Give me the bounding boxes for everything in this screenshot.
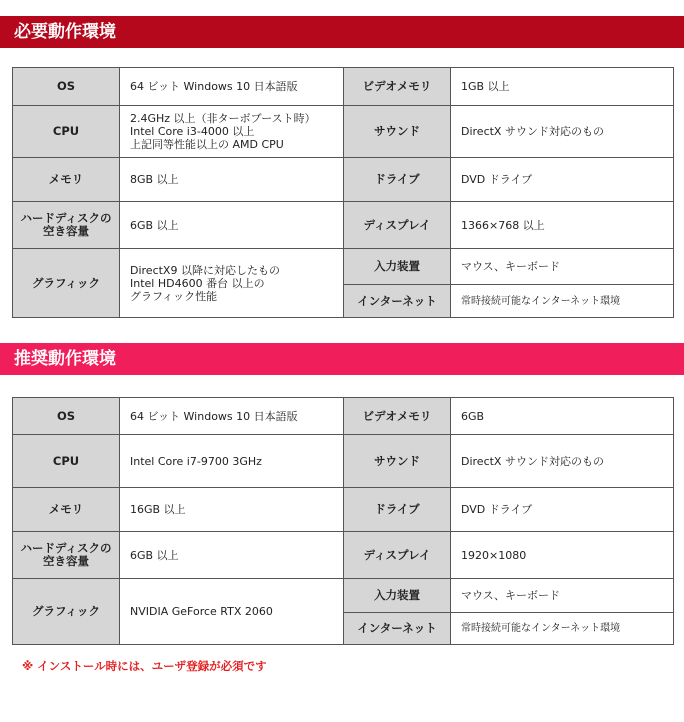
memory-value: 16GB 以上 (120, 488, 344, 532)
cpu-value-line: 2.4GHz 以上（非ターボブースト時） (130, 112, 316, 125)
memory-label: メモリ (13, 158, 120, 202)
table-row (13, 579, 674, 613)
graphics-value-line: グラフィック性能 (130, 289, 218, 303)
graphics-label: グラフィック (13, 249, 120, 318)
hdd-label (13, 532, 120, 579)
table-row (13, 435, 674, 488)
video-memory-label: ビデオメモリ (344, 68, 451, 106)
memory-value: 8GB 以上 (120, 158, 344, 202)
internet-value: 常時接続可能なインターネット環境 (451, 613, 674, 645)
hdd-label-line: ハードディスクの (20, 211, 112, 225)
input-device-value: マウス、キーボード (451, 249, 674, 285)
table-row (13, 158, 674, 202)
drive-label: ドライブ (344, 158, 451, 202)
graphics-value (120, 249, 344, 318)
hdd-value: 6GB 以上 (120, 202, 344, 249)
minimum-requirements-table (12, 67, 674, 318)
os-value: 64 ビット Windows 10 日本語版 (120, 398, 344, 435)
graphics-value: NVIDIA GeForce RTX 2060 (120, 579, 344, 645)
sound-value: DirectX サウンド対応のもの (451, 435, 674, 488)
sound-value: DirectX サウンド対応のもの (451, 106, 674, 158)
display-label: ディスプレイ (344, 202, 451, 249)
cpu-value-line: Intel Core i3-4000 以上 (130, 125, 255, 138)
hdd-label-line: 空き容量 (43, 224, 89, 238)
cpu-value: Intel Core i7-9700 3GHz (120, 435, 344, 488)
hdd-label-line: ハードディスクの (20, 541, 112, 555)
input-device-label: 入力装置 (344, 579, 451, 613)
drive-value: DVD ドライブ (451, 488, 674, 532)
cpu-value (120, 106, 344, 158)
sound-label: サウンド (344, 106, 451, 158)
recommended-requirements-table (12, 397, 674, 645)
display-value: 1366×768 以上 (451, 202, 674, 249)
table-row (13, 488, 674, 532)
os-value: 64 ビット Windows 10 日本語版 (120, 68, 344, 106)
os-label: OS (13, 398, 120, 435)
hdd-label-line: 空き容量 (43, 554, 89, 568)
table-row (13, 532, 674, 579)
sound-label: サウンド (344, 435, 451, 488)
recommended-requirements-title: 推奨動作環境 (0, 343, 684, 375)
cpu-label: CPU (13, 106, 120, 158)
hdd-value: 6GB 以上 (120, 532, 344, 579)
input-device-label: 入力装置 (344, 249, 451, 285)
table-row (13, 398, 674, 435)
table-row (13, 68, 674, 106)
os-label: OS (13, 68, 120, 106)
registration-note: ※ インストール時には、ユーザ登録が必須です (22, 659, 267, 673)
table-row (13, 202, 674, 249)
table-row (13, 106, 674, 158)
hdd-label (13, 202, 120, 249)
display-label: ディスプレイ (344, 532, 451, 579)
input-device-value: マウス、キーボード (451, 579, 674, 613)
display-value: 1920×1080 (451, 532, 674, 579)
drive-value: DVD ドライブ (451, 158, 674, 202)
internet-label: インターネット (344, 613, 451, 645)
table-row (13, 249, 674, 285)
video-memory-value: 1GB 以上 (451, 68, 674, 106)
memory-label: メモリ (13, 488, 120, 532)
cpu-label: CPU (13, 435, 120, 488)
internet-value: 常時接続可能なインターネット環境 (451, 285, 674, 318)
internet-label: インターネット (344, 285, 451, 318)
graphics-value-line: DirectX9 以降に対応したもの (130, 263, 280, 277)
video-memory-label: ビデオメモリ (344, 398, 451, 435)
drive-label: ドライブ (344, 488, 451, 532)
cpu-value-line: 上記同等性能以上の AMD CPU (130, 138, 284, 151)
graphics-label: グラフィック (13, 579, 120, 645)
video-memory-value: 6GB (451, 398, 674, 435)
graphics-value-line: Intel HD4600 番台 以上の (130, 276, 265, 290)
minimum-requirements-title: 必要動作環境 (0, 16, 684, 48)
